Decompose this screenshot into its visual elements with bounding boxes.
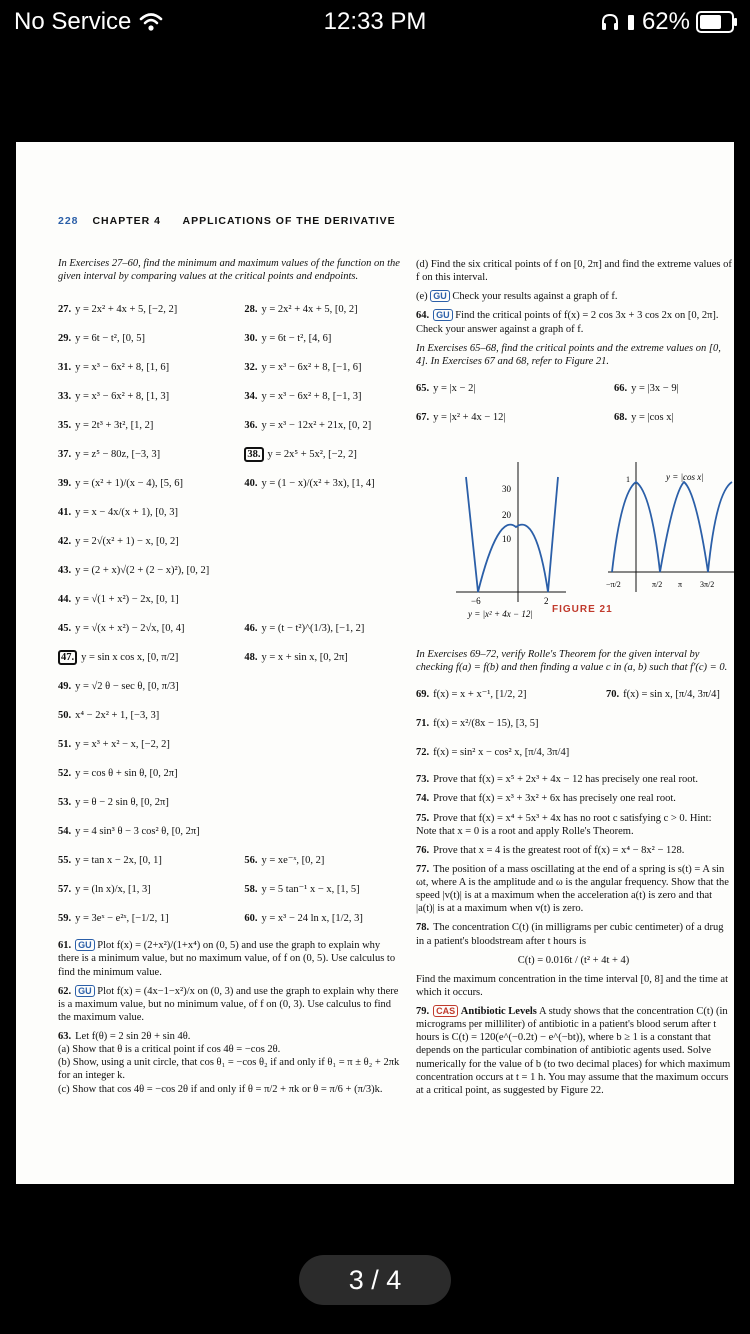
exercises-65-intro: In Exercises 65–68, find the critical points and the extreme values on [0, 4]. In Exercises 67 and 68, refer to Figure 21. (416, 342, 721, 367)
exercise-row: 27. y = 2x² + 4x + 5, [−2, 2] 28. y = 2x² + 4x + 5, [0, 2] (58, 304, 358, 316)
exercise-row-67: 67. y = |x² + 4x − 12| 68. y = |cos x| (416, 411, 674, 423)
exercise-row: 43. y = (2 + x)√(2 + (2 − x)²), [0, 2] (58, 565, 210, 577)
exercise-61: 61. GU Plot f(x) = (2+x²)/(1+x⁴) on (0, 5) and use the graph to explain why there is a minimum value, but no maximum value, of f on (0, 5). Use calculus to find the minimum value. (58, 940, 396, 978)
tick-10: 10 (502, 534, 511, 544)
exercise-row-65: 65. y = |x − 2| 66. y = |3x − 9| (416, 382, 679, 394)
exercise-row: 44. y = √(1 + x²) − 2x, [0, 1] (58, 594, 179, 606)
exercise-row: 54. y = 4 sin³ θ − 3 cos² θ, [0, 2π] (58, 826, 200, 838)
document-page[interactable] (16, 142, 734, 1184)
left-column (58, 257, 403, 1102)
exercise-75: 75. Prove that f(x) = x⁴ + 5x³ + 4x has no root c satisfying c > 0. Hint: Note that x = 0 is a root and apply Rolle's Theorem. (416, 812, 712, 837)
exercise-row: 50. x⁴ − 2x² + 1, [−3, 3] (58, 710, 160, 722)
tick-pi: π (678, 580, 683, 589)
chapter-label: CHAPTER 4 (92, 215, 161, 227)
page-header (58, 215, 396, 228)
carrier-text: No Service (14, 8, 132, 35)
exercise-74: 74. Prove that f(x) = x³ + 3x² + 6x has precisely one real root. (416, 793, 676, 805)
fig-right-caption: y = |cos x| (666, 472, 704, 482)
battery-icon (696, 11, 734, 33)
exercise-row: 47. y = sin x cos x, [0, π/2] 48. y = x + sin x, [0, 2π] (58, 643, 403, 672)
status-bar (0, 0, 750, 42)
exercise-row: 51. y = x³ + x² − x, [−2, 2] (58, 739, 170, 751)
tick-neg-pi-2: −π/2 (606, 580, 621, 589)
exercise-row: 29. y = 6t − t², [0, 5] 30. y = 6t − t², [4, 6] (58, 333, 332, 345)
lock-rotation-icon (626, 12, 636, 32)
exercise-row: 31. y = x³ − 6x² + 8, [1, 6] 32. y = x³ − 6x² + 8, [−1, 6] (58, 362, 362, 374)
exercise-row: 53. y = θ − 2 sin θ, [0, 2π] (58, 797, 169, 809)
exercise-62: 62. GU Plot f(x) = (4x−1−x²)/x on (0, 3) and use the graph to explain why there is a maximum value, but no minimum value, of f on (0, 3). Use calculus to find the maximum value. (58, 985, 399, 1023)
chapter-title: APPLICATIONS OF THE DERIVATIVE (182, 215, 396, 227)
exercise-row: 57. y = (ln x)/x, [1, 3] 58. y = 5 tan⁻¹ x − x, [1, 5] (58, 884, 360, 896)
tick-20: 20 (502, 510, 511, 520)
headphones-icon (600, 12, 620, 32)
exercise-row: 33. y = x³ − 6x² + 8, [1, 3] 34. y = x³ − 6x² + 8, [−1, 3] (58, 391, 362, 403)
exercise-63e: (e) GU Check your results against a graph of f. (416, 291, 618, 303)
tick-30: 30 (502, 484, 511, 494)
exercise-row: 39. y = (x² + 1)/(x − 4), [5, 6] 40. y = (1 − x)/(x² + 3x), [1, 4] (58, 478, 375, 490)
exercise-row: 42. y = 2√(x² + 1) − x, [0, 2] (58, 536, 179, 548)
right-column-lower (416, 642, 731, 1103)
tick-pi-2: π/2 (652, 580, 663, 589)
figure-label: FIGURE 21 (552, 604, 613, 615)
exercise-row: 41. y = x − 4x/(x + 1), [0, 3] (58, 507, 179, 519)
clock: 12:33 PM (323, 8, 427, 35)
exercise-64: 64. GU Find the critical points of f(x) = 2 cos 3x + 3 cos 2x on [0, 2π]. Check your answer against a graph of f. (416, 310, 719, 335)
exercises-69-intro: In Exercises 69–72, verify Rolle's Theorem for the given interval by checking f(a) = f(b) and then finding a value c in (a, b) such that f′(c) = 0. (416, 649, 728, 674)
tick-3pi-2: 3π/2 (700, 580, 715, 589)
page-number: 228 (58, 215, 79, 227)
exercise-row: 55. y = tan x − 2x, [0, 1] 56. y = xe⁻ˣ, [0, 2] (58, 855, 325, 867)
figure-21 (416, 432, 734, 622)
exercise-row: 35. y = 2t³ + 3t², [1, 2] 36. y = x³ − 12x² + 21x, [0, 2] (58, 420, 372, 432)
tick-1: 1 (626, 475, 630, 484)
exercise-71: 71. f(x) = x²/(8x − 15), [3, 5] (416, 718, 539, 730)
right-column (416, 252, 734, 432)
tick-neg6: −6 (471, 596, 481, 606)
exercise-72: 72. f(x) = sin² x − cos² x, [π/4, 3π/4] (416, 747, 570, 759)
exercise-row: 52. y = cos θ + sin θ, [0, 2π] (58, 768, 178, 780)
exercise-77: 77. The position of a mass oscillating at the end of a spring is s(t) = A sin ωt, where A is the amplitude and ω is the angular frequency. Show that the speed |v(t)| is at a maximum when the acceleration a(t) is zero and that |a(t)| is at a maximum when v(t) is zero. (416, 863, 729, 915)
exercise-76: 76. Prove that x = 4 is the greatest root of f(x) = x⁴ − 8x² − 128. (416, 844, 685, 856)
exercise-list (58, 295, 403, 933)
exercises-intro: In Exercises 27–60, find the minimum and maximum values of the function on the given interval by comparing values at the critical points and endpoints. (58, 258, 400, 283)
exercise-row: 59. y = 3eˣ − e²ˣ, [−1/2, 1] 60. y = x³ − 24 ln x, [1/2, 3] (58, 913, 363, 925)
exercise-row-69: 69. f(x) = x + x⁻¹, [1/2, 2] 70. f(x) = sin x, [π/4, 3π/4] (416, 689, 720, 701)
exercise-row: 45. y = √(x + x²) − 2√x, [0, 4] 46. y = (t − t²)^(1/3), [−1, 2] (58, 623, 365, 635)
page-indicator: 3 / 4 (299, 1255, 451, 1305)
tick-2: 2 (544, 596, 549, 606)
exercise-row: 49. y = √2 θ − sec θ, [0, π/3] (58, 681, 179, 693)
fig-left-caption: y = |x² + 4x − 12| (468, 609, 533, 619)
exercise-73: 73. Prove that f(x) = x⁵ + 2x³ + 4x − 12 has precisely one real root. (416, 774, 699, 786)
exercise-63d: (d) Find the six critical points of f on [0, 2π] and find the extreme values of f on this interval. (416, 259, 732, 284)
exercise-79: 79. CAS Antibiotic Levels A study shows that the concentration C(t) (in micrograms per milliliter) of antibiotic in a patient's blood serum after t hours is C(t) = 120(e^(−0.2t) − e^(−bt)), where b ≥ 1 is a constant that depends on the particular combination of antibiotic agents used. Solve numerically for the value of b (to two decimal places) for which maximum concentration occurs at t = 1 h. You may assume that the maximum occurs at a critical point, as suggested by Figure 22. (416, 1006, 731, 1096)
exercise-row: 37. y = z⁵ − 80z, [−3, 3] 38. y = 2x⁵ + 5x², [−2, 2] (58, 449, 357, 461)
battery-percent: 62% (641, 8, 690, 35)
exercise-63: 63. Let f(θ) = 2 sin 2θ + sin 4θ. (a) Show that θ is a critical point if cos 4θ = −cos 2θ. (b) Show, using a unit circle, that cos θ₁ = −cos θ₂ if and only if θ₁ = π ± θ₂ + 2πk for an integer k. (c) Show that cos 4θ = −cos 2θ if and only if θ = π/2 + πk or θ = π/6 + (π/3)k. (58, 1031, 400, 1095)
exercise-78: 78. The concentration C(t) (in milligrams per cubic centimeter) of a drug in a patient's bloodstream after t hours is C(t) = 0.016t / (t² + 4t + 4) Find the maximum concentration in the time interval [0, 8] and the time at which it occurs. (416, 922, 729, 998)
